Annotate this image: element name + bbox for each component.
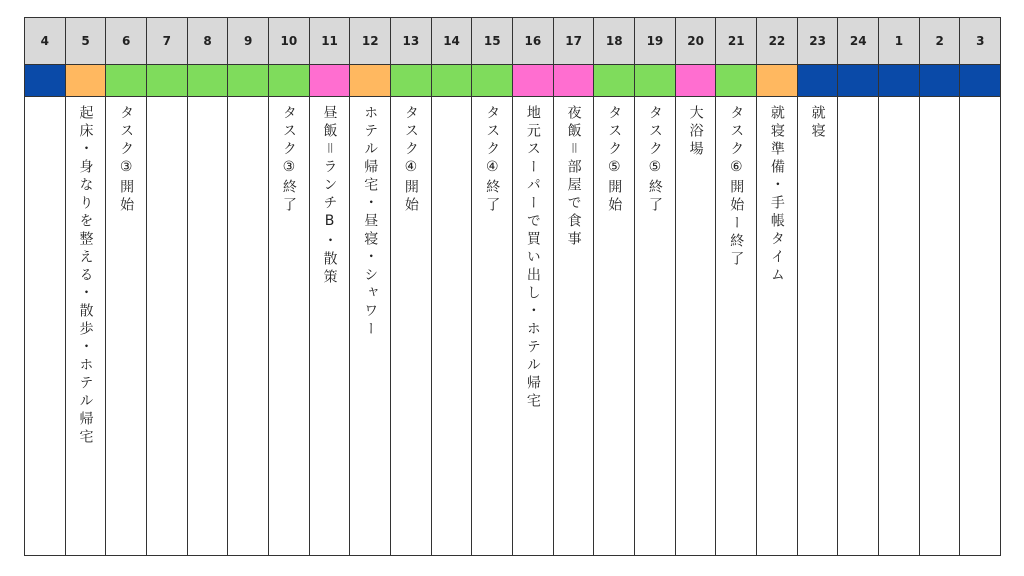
task-cell: [878, 96, 920, 556]
task-text: 大浴場: [687, 105, 704, 159]
hour-cell: 16: [512, 17, 554, 65]
task-row: [24, 97, 1001, 556]
hour-cell: 22: [756, 17, 798, 65]
task-cell: [553, 96, 595, 556]
category-color-cell: [349, 64, 391, 97]
hour-cell: 4: [24, 17, 66, 65]
task-cell: [471, 96, 513, 556]
hour-cell: 1: [878, 17, 920, 65]
task-cell: [65, 96, 107, 556]
task-text: 就寝: [809, 105, 826, 141]
hour-cell: 17: [553, 17, 595, 65]
task-text: 起床・身なりを整える・散歩・ホテル帰宅: [77, 105, 94, 447]
task-cell: [715, 96, 757, 556]
category-color-cell: [797, 64, 839, 97]
category-color-cell: [756, 64, 798, 97]
task-cell: [309, 96, 351, 556]
hour-cell: 19: [634, 17, 676, 65]
hour-cell: 7: [146, 17, 188, 65]
category-color-cell: [837, 64, 879, 97]
hour-cell: 10: [268, 17, 310, 65]
task-cell: [837, 96, 879, 556]
hour-cell: 14: [431, 17, 473, 65]
category-color-cell: [65, 64, 107, 97]
hour-header-row: [24, 18, 1001, 65]
hour-cell: 20: [675, 17, 717, 65]
task-text: タスク③終了: [280, 105, 297, 215]
hour-cell: 24: [837, 17, 879, 65]
category-color-cell: [715, 64, 757, 97]
hour-cell: 13: [390, 17, 432, 65]
task-text: 地元スーパーで買い出し・ホテル帰宅: [524, 105, 541, 411]
category-color-cell: [553, 64, 595, 97]
hour-cell: 8: [187, 17, 229, 65]
category-color-row: [24, 65, 1001, 97]
task-text: 夜飯＝部屋で食事: [565, 105, 582, 249]
task-text: タスク④終了: [484, 105, 501, 215]
category-color-cell: [431, 64, 473, 97]
task-cell: [146, 96, 188, 556]
category-color-cell: [959, 64, 1001, 97]
task-text: 昼飯＝ランチB・散策: [321, 105, 338, 287]
category-color-cell: [675, 64, 717, 97]
category-color-cell: [390, 64, 432, 97]
hour-cell: 5: [65, 17, 107, 65]
task-text: タスク④開始: [402, 105, 419, 215]
hour-cell: 15: [471, 17, 513, 65]
hour-cell: 2: [919, 17, 961, 65]
task-text: 就寝準備・手帳タイム: [768, 105, 785, 285]
category-color-cell: [105, 64, 147, 97]
category-color-cell: [187, 64, 229, 97]
task-cell: [349, 96, 391, 556]
hour-cell: 6: [105, 17, 147, 65]
hour-cell: 18: [593, 17, 635, 65]
task-text: タスク⑤終了: [646, 105, 663, 215]
task-text: タスク⑥開始ー終了: [728, 105, 745, 269]
category-color-cell: [268, 64, 310, 97]
task-cell: [756, 96, 798, 556]
category-color-cell: [24, 64, 66, 97]
task-cell: [390, 96, 432, 556]
hour-cell: 23: [797, 17, 839, 65]
task-cell: [634, 96, 676, 556]
task-text: タスク③開始: [118, 105, 135, 215]
category-color-cell: [634, 64, 676, 97]
task-cell: [24, 96, 66, 556]
task-cell: [959, 96, 1001, 556]
category-color-cell: [227, 64, 269, 97]
task-text: ホテル帰宅・昼寝・シャワー: [362, 105, 379, 339]
category-color-cell: [593, 64, 635, 97]
category-color-cell: [919, 64, 961, 97]
task-cell: [512, 96, 554, 556]
task-cell: [268, 96, 310, 556]
task-cell: [431, 96, 473, 556]
task-text: タスク⑤開始: [606, 105, 623, 215]
category-color-cell: [512, 64, 554, 97]
task-cell: [187, 96, 229, 556]
category-color-cell: [878, 64, 920, 97]
category-color-cell: [146, 64, 188, 97]
task-cell: [593, 96, 635, 556]
category-color-cell: [471, 64, 513, 97]
hour-cell: 9: [227, 17, 269, 65]
hour-cell: 11: [309, 17, 351, 65]
task-cell: [227, 96, 269, 556]
schedule-table: [24, 18, 1001, 556]
task-cell: [919, 96, 961, 556]
hour-cell: 3: [959, 17, 1001, 65]
hour-cell: 12: [349, 17, 391, 65]
task-cell: [105, 96, 147, 556]
hour-cell: 21: [715, 17, 757, 65]
task-cell: [797, 96, 839, 556]
task-cell: [675, 96, 717, 556]
category-color-cell: [309, 64, 351, 97]
